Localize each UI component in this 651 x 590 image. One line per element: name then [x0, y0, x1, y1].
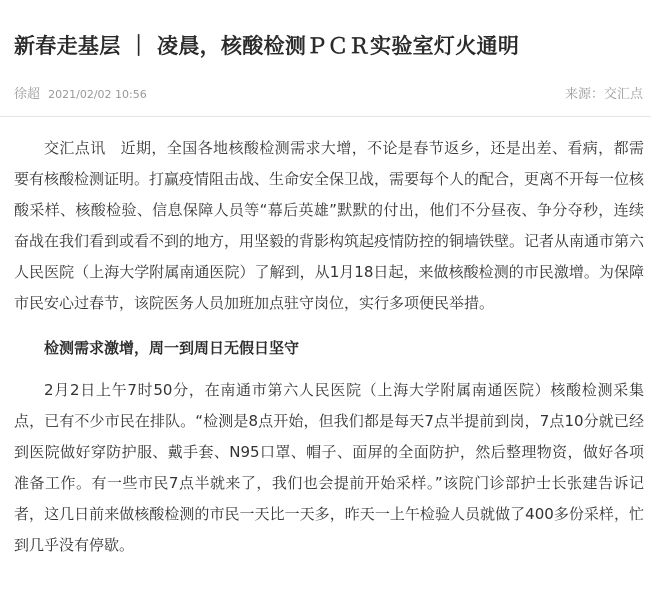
paragraph-intro-text: 近期，全国各地核酸检测需求大增，不论是春节返乡，还是出差、看病，都需要有核酸检测证明。打赢疫情阻击战、生命安全保卫战，需要每个人的配合，更离不开每一位核酸采样、核酸检验、信息保障人员等“幕后英雄”默默的付出，他们不分昼夜、争分夺秒，连续奋战在我们看到或看不到的地方，用坚毅的背影构筑起疫情防控的铜墙铁壁。记者从南通市第六人民医院（上海大学附属南通医院）了解到，从1月18日起，来做核酸检测的市民激增。为保障市民安心过春节，该院医务人员加班加点驻守岗位，实行多项便民举措。	[14, 139, 645, 312]
article-body	[14, 133, 644, 561]
article-source: 来源：交汇点	[564, 87, 643, 102]
header-divider	[0, 116, 651, 117]
paragraph-second: 2月2日上午7时50分，在南通市第六人民医院（上海大学附属南通医院）核酸检测采集点，已有不少市民在排队。“检测是8点开始，但我们都是每天7点半提前到岗，7点10分就已经到医院做好穿防护服、戴手套、N95口罩、帽子、面屏的全面防护，然后整理物资，做好各项准备工作。有一些市民7点半就来了，我们也会提前开始采样。”该院门诊部护士长张建告诉记者，这几日前来做核酸检测的市民一天比一天多，昨天一上午检验人员就做了400多份采样，忙到几乎没有停歇。	[14, 381, 644, 554]
article-meta	[14, 82, 643, 108]
paragraph-intro	[14, 133, 644, 319]
lead-tag: 交汇点讯	[44, 139, 106, 157]
author-name: 徐超	[14, 87, 41, 102]
publish-datetime: 2021/02/02 10:56	[48, 88, 147, 101]
section-subheading: 检测需求激增，周一到周日无假日坚守	[44, 339, 300, 357]
article-title: 新春走基层 ｜ 凌晨，核酸检测ＰＣＲ实验室灯火通明	[14, 33, 520, 58]
